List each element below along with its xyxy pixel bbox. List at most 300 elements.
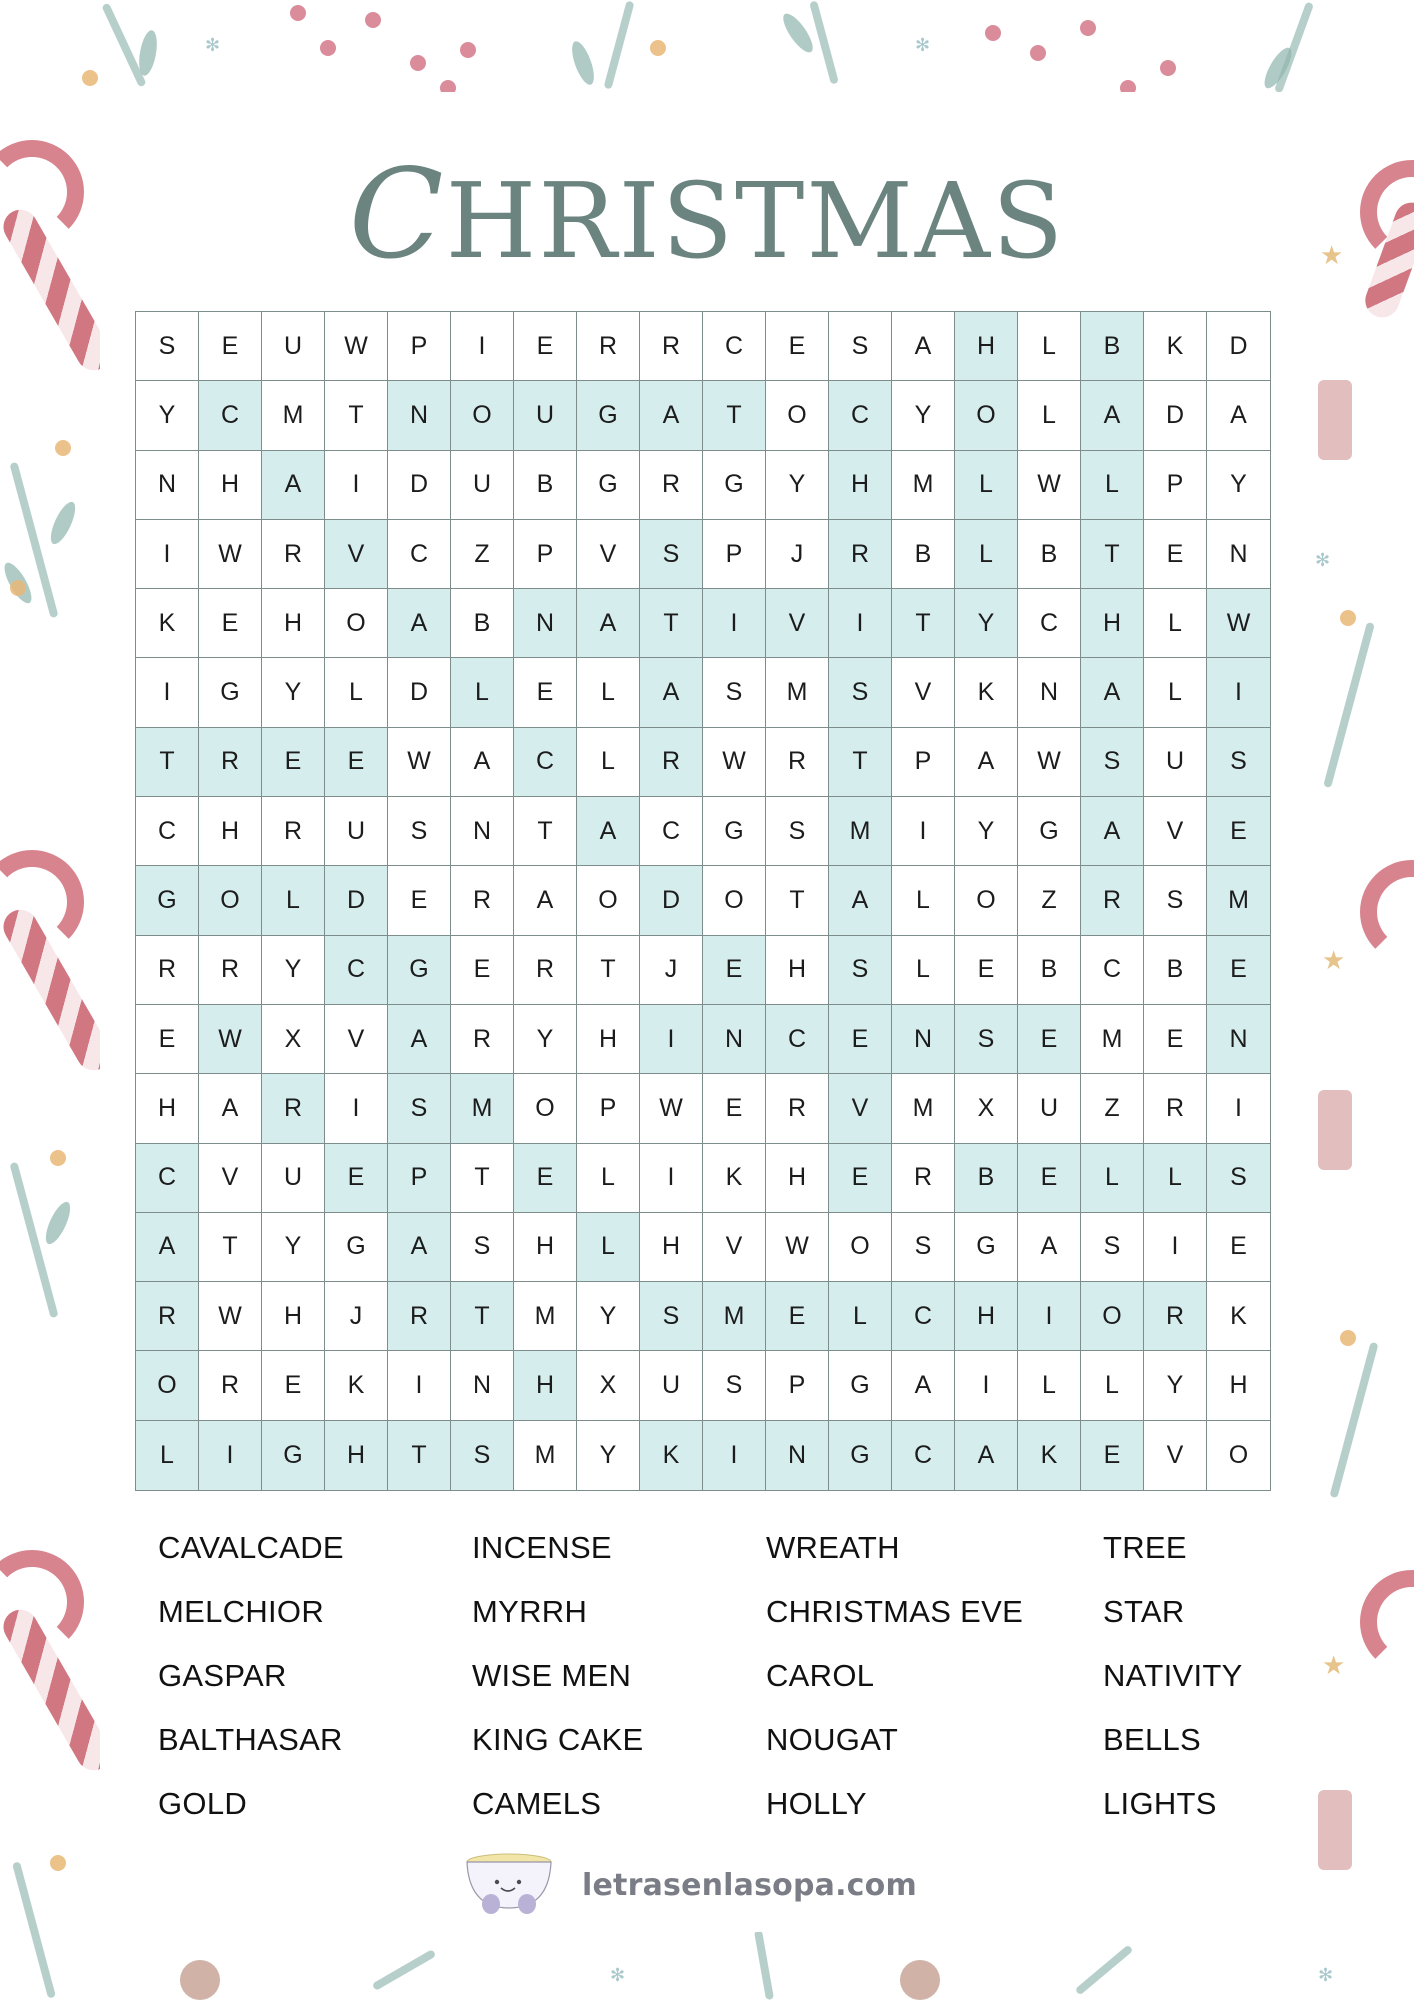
grid-cell[interactable]: A (451, 728, 514, 797)
grid-cell[interactable]: G (577, 451, 640, 520)
grid-cell[interactable]: L (955, 520, 1018, 589)
grid-cell[interactable]: I (640, 1005, 703, 1074)
grid-cell[interactable]: W (703, 728, 766, 797)
grid-cell[interactable]: N (892, 1005, 955, 1074)
grid-cell[interactable]: A (199, 1074, 262, 1143)
grid-cell[interactable]: R (1144, 1282, 1207, 1351)
grid-cell[interactable]: T (451, 1282, 514, 1351)
grid-cell[interactable]: P (514, 520, 577, 589)
grid-cell[interactable]: D (1207, 312, 1270, 381)
grid-cell[interactable]: R (262, 1074, 325, 1143)
grid-cell[interactable]: W (325, 312, 388, 381)
grid-cell[interactable]: M (514, 1421, 577, 1490)
grid-cell[interactable]: T (703, 381, 766, 450)
grid-cell[interactable]: V (577, 520, 640, 589)
grid-cell[interactable]: A (1018, 1213, 1081, 1282)
grid-cell[interactable]: P (577, 1074, 640, 1143)
grid-cell[interactable]: R (388, 1282, 451, 1351)
grid-cell[interactable]: E (1144, 1005, 1207, 1074)
grid-cell[interactable]: X (955, 1074, 1018, 1143)
grid-cell[interactable]: U (640, 1351, 703, 1420)
grid-cell[interactable]: U (451, 451, 514, 520)
grid-cell[interactable]: B (1144, 936, 1207, 1005)
grid-cell[interactable]: N (766, 1421, 829, 1490)
grid-cell[interactable]: N (451, 797, 514, 866)
grid-cell[interactable]: Z (1018, 866, 1081, 935)
grid-cell[interactable]: H (955, 1282, 1018, 1351)
grid-cell[interactable]: R (199, 1351, 262, 1420)
grid-cell[interactable]: M (892, 451, 955, 520)
grid-cell[interactable]: C (1018, 589, 1081, 658)
grid-cell[interactable]: I (955, 1351, 1018, 1420)
grid-cell[interactable]: R (451, 1005, 514, 1074)
grid-cell[interactable]: W (199, 1282, 262, 1351)
grid-cell[interactable]: E (766, 312, 829, 381)
grid-cell[interactable]: U (1144, 728, 1207, 797)
grid-cell[interactable]: N (1018, 658, 1081, 727)
grid-cell[interactable]: Y (955, 797, 1018, 866)
grid-cell[interactable]: B (1081, 312, 1144, 381)
grid-cell[interactable]: L (262, 866, 325, 935)
grid-cell[interactable]: C (514, 728, 577, 797)
grid-cell[interactable]: H (199, 797, 262, 866)
grid-cell[interactable]: K (955, 658, 1018, 727)
grid-cell[interactable]: P (892, 728, 955, 797)
grid-cell[interactable]: O (199, 866, 262, 935)
grid-cell[interactable]: K (1207, 1282, 1270, 1351)
grid-cell[interactable]: C (136, 1144, 199, 1213)
grid-cell[interactable]: T (514, 797, 577, 866)
grid-cell[interactable]: H (766, 936, 829, 1005)
grid-cell[interactable]: Y (262, 658, 325, 727)
grid-cell[interactable]: R (199, 936, 262, 1005)
grid-cell[interactable]: E (1018, 1144, 1081, 1213)
grid-cell[interactable]: T (136, 728, 199, 797)
grid-cell[interactable]: U (514, 381, 577, 450)
grid-cell[interactable]: O (703, 866, 766, 935)
grid-cell[interactable]: D (388, 451, 451, 520)
grid-cell[interactable]: S (1144, 866, 1207, 935)
grid-cell[interactable]: A (955, 728, 1018, 797)
grid-cell[interactable]: Y (577, 1282, 640, 1351)
grid-cell[interactable]: R (451, 866, 514, 935)
grid-cell[interactable]: H (325, 1421, 388, 1490)
grid-cell[interactable]: I (1207, 658, 1270, 727)
grid-cell[interactable]: L (1018, 1351, 1081, 1420)
grid-cell[interactable]: A (577, 797, 640, 866)
grid-cell[interactable]: E (1144, 520, 1207, 589)
grid-cell[interactable]: Y (262, 1213, 325, 1282)
grid-cell[interactable]: K (1144, 312, 1207, 381)
grid-cell[interactable]: A (388, 1213, 451, 1282)
grid-cell[interactable]: A (955, 1421, 1018, 1490)
grid-cell[interactable]: U (262, 1144, 325, 1213)
grid-cell[interactable]: R (829, 520, 892, 589)
grid-cell[interactable]: J (640, 936, 703, 1005)
grid-cell[interactable]: G (388, 936, 451, 1005)
grid-cell[interactable]: I (1207, 1074, 1270, 1143)
grid-cell[interactable]: C (388, 520, 451, 589)
grid-cell[interactable]: I (325, 451, 388, 520)
grid-cell[interactable]: C (640, 797, 703, 866)
grid-cell[interactable]: O (1081, 1282, 1144, 1351)
grid-cell[interactable]: U (325, 797, 388, 866)
grid-cell[interactable]: A (892, 1351, 955, 1420)
grid-cell[interactable]: L (451, 658, 514, 727)
grid-cell[interactable]: R (1081, 866, 1144, 935)
grid-cell[interactable]: J (325, 1282, 388, 1351)
grid-cell[interactable]: G (325, 1213, 388, 1282)
grid-cell[interactable]: E (388, 866, 451, 935)
grid-cell[interactable]: A (388, 1005, 451, 1074)
grid-cell[interactable]: G (955, 1213, 1018, 1282)
grid-cell[interactable]: E (1207, 797, 1270, 866)
grid-cell[interactable]: B (955, 1144, 1018, 1213)
grid-cell[interactable]: M (451, 1074, 514, 1143)
grid-cell[interactable]: V (199, 1144, 262, 1213)
grid-cell[interactable]: M (1081, 1005, 1144, 1074)
grid-cell[interactable]: T (640, 589, 703, 658)
grid-cell[interactable]: A (892, 312, 955, 381)
grid-cell[interactable]: L (1081, 1351, 1144, 1420)
grid-cell[interactable]: L (1018, 381, 1081, 450)
grid-cell[interactable]: U (1018, 1074, 1081, 1143)
grid-cell[interactable]: I (388, 1351, 451, 1420)
grid-cell[interactable]: G (199, 658, 262, 727)
grid-cell[interactable]: I (325, 1074, 388, 1143)
grid-cell[interactable]: L (577, 728, 640, 797)
grid-cell[interactable]: C (325, 936, 388, 1005)
grid-cell[interactable]: X (262, 1005, 325, 1074)
grid-cell[interactable]: L (955, 451, 1018, 520)
grid-cell[interactable]: I (703, 589, 766, 658)
grid-cell[interactable]: A (577, 589, 640, 658)
grid-cell[interactable]: H (955, 312, 1018, 381)
grid-cell[interactable]: T (766, 866, 829, 935)
grid-cell[interactable]: G (829, 1351, 892, 1420)
grid-cell[interactable]: L (1144, 658, 1207, 727)
grid-cell[interactable]: L (577, 658, 640, 727)
grid-cell[interactable]: R (1144, 1074, 1207, 1143)
grid-cell[interactable]: T (325, 381, 388, 450)
grid-cell[interactable]: V (325, 1005, 388, 1074)
grid-cell[interactable]: R (136, 1282, 199, 1351)
grid-cell[interactable]: A (136, 1213, 199, 1282)
grid-cell[interactable]: C (766, 1005, 829, 1074)
grid-cell[interactable]: Y (262, 936, 325, 1005)
grid-cell[interactable]: W (640, 1074, 703, 1143)
grid-cell[interactable]: C (892, 1282, 955, 1351)
grid-cell[interactable]: I (136, 520, 199, 589)
grid-cell[interactable]: G (1018, 797, 1081, 866)
grid-cell[interactable]: T (577, 936, 640, 1005)
grid-cell[interactable]: N (136, 451, 199, 520)
grid-cell[interactable]: R (199, 728, 262, 797)
grid-cell[interactable]: E (829, 1144, 892, 1213)
grid-cell[interactable]: P (766, 1351, 829, 1420)
grid-cell[interactable]: M (262, 381, 325, 450)
grid-cell[interactable]: A (640, 381, 703, 450)
grid-cell[interactable]: T (1081, 520, 1144, 589)
grid-cell[interactable]: D (640, 866, 703, 935)
grid-cell[interactable]: I (640, 1144, 703, 1213)
grid-cell[interactable]: P (388, 1144, 451, 1213)
grid-cell[interactable]: Y (955, 589, 1018, 658)
grid-cell[interactable]: S (1081, 728, 1144, 797)
grid-cell[interactable]: E (514, 658, 577, 727)
grid-cell[interactable]: E (1081, 1421, 1144, 1490)
grid-cell[interactable]: S (829, 312, 892, 381)
grid-cell[interactable]: A (640, 658, 703, 727)
grid-cell[interactable]: S (388, 1074, 451, 1143)
grid-cell[interactable]: E (703, 1074, 766, 1143)
grid-cell[interactable]: S (640, 520, 703, 589)
grid-cell[interactable]: R (577, 312, 640, 381)
grid-cell[interactable]: A (829, 866, 892, 935)
grid-cell[interactable]: M (703, 1282, 766, 1351)
grid-cell[interactable]: S (703, 658, 766, 727)
grid-cell[interactable]: Y (514, 1005, 577, 1074)
grid-cell[interactable]: G (703, 451, 766, 520)
grid-cell[interactable]: W (199, 520, 262, 589)
grid-cell[interactable]: H (199, 451, 262, 520)
grid-cell[interactable]: E (703, 936, 766, 1005)
grid-cell[interactable]: G (829, 1421, 892, 1490)
grid-cell[interactable]: N (514, 589, 577, 658)
grid-cell[interactable]: S (1207, 1144, 1270, 1213)
grid-cell[interactable]: H (577, 1005, 640, 1074)
grid-cell[interactable]: P (703, 520, 766, 589)
grid-cell[interactable]: R (262, 797, 325, 866)
grid-cell[interactable]: Y (1207, 451, 1270, 520)
grid-cell[interactable]: A (1207, 381, 1270, 450)
grid-cell[interactable]: C (136, 797, 199, 866)
grid-cell[interactable]: A (262, 451, 325, 520)
grid-cell[interactable]: S (892, 1213, 955, 1282)
grid-cell[interactable]: E (766, 1282, 829, 1351)
grid-cell[interactable]: R (766, 728, 829, 797)
grid-cell[interactable]: R (640, 728, 703, 797)
grid-cell[interactable]: B (514, 451, 577, 520)
grid-cell[interactable]: S (955, 1005, 1018, 1074)
grid-cell[interactable]: O (1228, 1440, 1249, 1469)
grid-cell[interactable]: D (325, 866, 388, 935)
grid-cell[interactable]: N (451, 1351, 514, 1420)
grid-cell[interactable]: V (1144, 1421, 1207, 1490)
grid-cell[interactable]: P (1144, 451, 1207, 520)
grid-cell[interactable]: L (1081, 451, 1144, 520)
grid-cell[interactable]: U (262, 312, 325, 381)
grid-cell[interactable]: I (1144, 1213, 1207, 1282)
grid-cell[interactable]: E (955, 936, 1018, 1005)
grid-cell[interactable]: S (640, 1282, 703, 1351)
grid-cell[interactable]: W (199, 1005, 262, 1074)
grid-cell[interactable]: G (703, 797, 766, 866)
grid-cell[interactable]: E (451, 936, 514, 1005)
grid-cell[interactable]: H (640, 1213, 703, 1282)
grid-cell[interactable]: E (136, 1005, 199, 1074)
grid-cell[interactable]: V (703, 1213, 766, 1282)
grid-cell[interactable]: H (514, 1213, 577, 1282)
grid-cell[interactable]: K (703, 1144, 766, 1213)
grid-cell[interactable]: L (325, 658, 388, 727)
grid-cell[interactable]: E (262, 728, 325, 797)
grid-cell[interactable]: B (1018, 936, 1081, 1005)
grid-cell[interactable]: R (262, 520, 325, 589)
grid-cell[interactable]: R (640, 312, 703, 381)
grid-cell[interactable]: O (451, 381, 514, 450)
grid-cell[interactable]: I (703, 1421, 766, 1490)
grid-cell[interactable]: A (1081, 658, 1144, 727)
grid-cell[interactable]: G (577, 381, 640, 450)
grid-cell[interactable]: N (703, 1005, 766, 1074)
grid-cell[interactable]: D (388, 658, 451, 727)
grid-cell[interactable]: Z (451, 520, 514, 589)
grid-cell[interactable]: E (514, 1144, 577, 1213)
grid-cell[interactable]: L (577, 1213, 640, 1282)
grid-cell[interactable]: S (766, 797, 829, 866)
grid-cell[interactable]: R (892, 1144, 955, 1213)
grid-cell[interactable]: I (199, 1421, 262, 1490)
grid-cell[interactable]: S (1081, 1213, 1144, 1282)
grid-cell[interactable]: S (829, 936, 892, 1005)
grid-cell[interactable]: V (766, 589, 829, 658)
grid-cell[interactable]: B (1018, 520, 1081, 589)
grid-cell[interactable]: H (829, 451, 892, 520)
grid-cell[interactable]: M (892, 1074, 955, 1143)
grid-cell[interactable]: J (766, 520, 829, 589)
grid-cell[interactable]: X (577, 1351, 640, 1420)
grid-cell[interactable]: L (829, 1282, 892, 1351)
grid-cell[interactable]: A (388, 589, 451, 658)
grid-cell[interactable]: C (892, 1421, 955, 1490)
grid-cell[interactable]: T (829, 728, 892, 797)
grid-cell[interactable]: S (451, 1421, 514, 1490)
grid-cell[interactable]: Z (1081, 1074, 1144, 1143)
grid-cell[interactable]: B (892, 520, 955, 589)
grid-cell[interactable]: G (136, 866, 199, 935)
grid-cell[interactable]: W (1207, 589, 1270, 658)
grid-cell[interactable]: V (325, 520, 388, 589)
grid-cell[interactable]: V (829, 1074, 892, 1143)
grid-cell[interactable]: H (1207, 1351, 1270, 1420)
grid-cell[interactable]: C (829, 381, 892, 450)
grid-cell[interactable]: E (199, 589, 262, 658)
grid-cell[interactable]: I (451, 312, 514, 381)
grid-cell[interactable]: A (1081, 381, 1144, 450)
grid-cell[interactable]: L (1144, 589, 1207, 658)
grid-cell[interactable]: R (136, 936, 199, 1005)
grid-cell[interactable]: K (325, 1351, 388, 1420)
grid-cell[interactable]: P (388, 312, 451, 381)
grid-cell[interactable]: N (1207, 1005, 1270, 1074)
grid-cell[interactable]: D (1144, 381, 1207, 450)
grid-cell[interactable]: K (136, 589, 199, 658)
grid-cell[interactable]: W (1018, 451, 1081, 520)
grid-cell[interactable]: I (1018, 1282, 1081, 1351)
grid-cell[interactable]: H (136, 1074, 199, 1143)
grid-cell[interactable]: Y (577, 1421, 640, 1490)
grid-cell[interactable]: N (1207, 520, 1270, 589)
grid-cell[interactable]: O (955, 381, 1018, 450)
grid-cell[interactable]: O (136, 1351, 199, 1420)
grid-cell[interactable]: O (829, 1213, 892, 1282)
grid-cell[interactable]: E (1018, 1005, 1081, 1074)
grid-cell[interactable]: E (829, 1005, 892, 1074)
grid-cell[interactable]: Y (136, 381, 199, 450)
grid-cell[interactable]: R (514, 936, 577, 1005)
grid-cell[interactable]: S (1207, 728, 1270, 797)
grid-cell[interactable]: M (514, 1282, 577, 1351)
grid-cell[interactable]: O (325, 589, 388, 658)
grid-cell[interactable]: B (451, 589, 514, 658)
grid-cell[interactable]: G (262, 1421, 325, 1490)
grid-cell[interactable]: L (1144, 1144, 1207, 1213)
grid-cell[interactable]: K (640, 1421, 703, 1490)
grid-cell[interactable]: T (388, 1421, 451, 1490)
grid-cell[interactable]: C (199, 381, 262, 450)
grid-cell[interactable]: M (1207, 866, 1270, 935)
grid-cell[interactable]: Y (766, 451, 829, 520)
grid-cell[interactable]: L (1018, 312, 1081, 381)
grid-cell[interactable]: T (892, 589, 955, 658)
grid-cell[interactable]: S (388, 797, 451, 866)
grid-cell[interactable]: L (577, 1144, 640, 1213)
grid-cell[interactable]: O (514, 1074, 577, 1143)
grid-cell[interactable]: R (766, 1074, 829, 1143)
grid-cell[interactable]: L (892, 936, 955, 1005)
grid-cell[interactable]: H (514, 1351, 577, 1420)
grid-cell[interactable]: S (451, 1213, 514, 1282)
grid-cell[interactable]: H (262, 1282, 325, 1351)
grid-cell[interactable]: M (766, 658, 829, 727)
grid-cell[interactable]: W (766, 1213, 829, 1282)
grid-cell[interactable]: O (955, 866, 1018, 935)
grid-cell[interactable]: Y (1144, 1351, 1207, 1420)
grid-cell[interactable]: O (577, 866, 640, 935)
grid-cell[interactable]: H (766, 1144, 829, 1213)
grid-cell[interactable]: H (1081, 589, 1144, 658)
grid-cell[interactable]: E (325, 728, 388, 797)
grid-cell[interactable]: S (829, 658, 892, 727)
grid-cell[interactable]: A (1081, 797, 1144, 866)
grid-cell[interactable]: H (262, 589, 325, 658)
grid-cell[interactable]: I (892, 797, 955, 866)
grid-cell[interactable]: V (1144, 797, 1207, 866)
grid-cell[interactable]: I (829, 589, 892, 658)
grid-cell[interactable]: W (388, 728, 451, 797)
grid-cell[interactable]: E (1207, 936, 1270, 1005)
grid-cell[interactable]: W (1018, 728, 1081, 797)
grid-cell[interactable]: C (703, 312, 766, 381)
grid-cell[interactable]: C (1081, 936, 1144, 1005)
grid-cell[interactable]: T (451, 1144, 514, 1213)
grid-cell[interactable]: M (829, 797, 892, 866)
grid-cell[interactable]: S (136, 312, 199, 381)
grid-cell[interactable]: L (136, 1421, 199, 1490)
grid-cell[interactable]: E (325, 1144, 388, 1213)
grid-cell[interactable]: L (1081, 1144, 1144, 1213)
grid-cell[interactable]: K (1018, 1421, 1081, 1490)
grid-cell[interactable]: V (892, 658, 955, 727)
grid-cell[interactable]: T (199, 1213, 262, 1282)
grid-cell[interactable]: E (199, 312, 262, 381)
grid-cell[interactable]: E (514, 312, 577, 381)
grid-cell[interactable]: L (892, 866, 955, 935)
grid-cell[interactable]: A (514, 866, 577, 935)
grid-cell[interactable]: R (640, 451, 703, 520)
grid-cell[interactable]: O (766, 381, 829, 450)
